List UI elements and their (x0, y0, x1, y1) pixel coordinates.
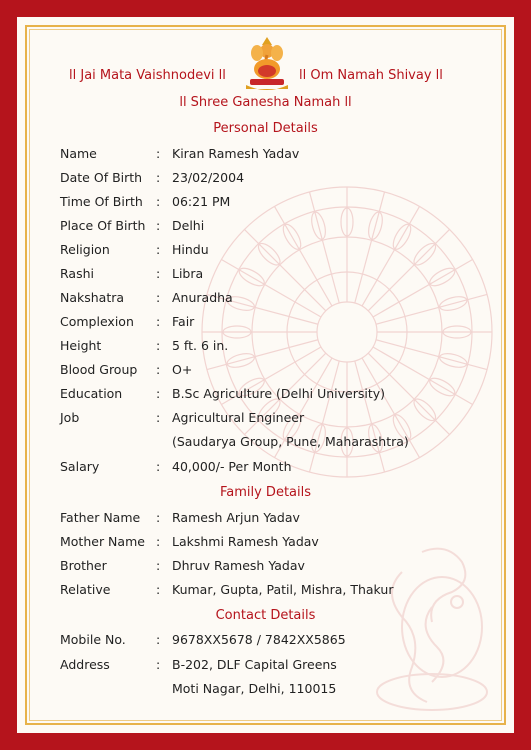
field-label: Mobile No. (60, 632, 126, 647)
field-value: 06:21 PM (172, 194, 231, 209)
colon: : (156, 338, 161, 353)
colon: : (156, 194, 161, 209)
field-value: (Saudarya Group, Pune, Maharashtra) (172, 434, 409, 449)
colon: : (156, 170, 161, 185)
field-label: Brother (60, 558, 107, 573)
field-label: Father Name (60, 510, 141, 525)
colon: : (156, 218, 161, 233)
field-label: Religion (60, 242, 110, 257)
field-value: Dhruv Ramesh Yadav (172, 558, 305, 573)
field-label: Time Of Birth (60, 194, 143, 209)
field-value: Kiran Ramesh Yadav (172, 146, 300, 161)
field-value: Kumar, Gupta, Patil, Mishra, Thakur (172, 582, 394, 597)
field-value: Libra (172, 266, 204, 281)
header-left-text: ll Jai Mata Vaishnodevi ll (69, 68, 226, 83)
field-value: Fair (172, 314, 195, 329)
colon: : (156, 314, 161, 329)
biodata-page (17, 17, 514, 733)
field-label: Blood Group (60, 362, 138, 377)
field-label: Mother Name (60, 534, 145, 549)
field-value: 40,000/- Per Month (172, 459, 292, 474)
field-label: Complexion (60, 314, 134, 329)
field-value: B-202, DLF Capital Greens (172, 657, 337, 672)
colon: : (156, 242, 161, 257)
personal-details-title: Personal Details (213, 121, 318, 136)
field-value: 5 ft. 6 in. (172, 338, 229, 353)
colon: : (156, 410, 161, 425)
field-value: 9678XX5678 / 7842XX5865 (172, 632, 346, 647)
field-label: Rashi (60, 266, 94, 281)
colon: : (156, 386, 161, 401)
field-value: O+ (172, 362, 193, 377)
field-label: Address (60, 657, 110, 672)
field-label: Nakshatra (60, 290, 125, 305)
field-label: Relative (60, 582, 111, 597)
field-label: Place Of Birth (60, 218, 146, 233)
field-value: Hindu (172, 242, 209, 257)
family-details-title: Family Details (219, 485, 312, 500)
field-value: Ramesh Arjun Yadav (172, 510, 300, 525)
field-label: Salary (60, 459, 100, 474)
field-value: 23/02/2004 (172, 170, 245, 185)
field-value: Lakshmi Ramesh Yadav (172, 534, 319, 549)
colon: : (156, 459, 161, 474)
field-label: Job (60, 410, 80, 425)
field-label: Name (60, 146, 97, 161)
colon: : (156, 146, 161, 161)
ganesha-om-watermark (362, 532, 502, 722)
field-label: Height (60, 338, 102, 353)
colon: : (156, 582, 161, 597)
mandala-ray (244, 229, 325, 310)
header-right-text: ll Om Namah Shivay ll (299, 68, 443, 83)
colon: : (156, 632, 161, 647)
field-value: Delhi (172, 218, 205, 233)
mandala-ray (368, 229, 449, 310)
field-value: B.Sc Agriculture (Delhi University) (172, 386, 386, 401)
colon: : (156, 290, 161, 305)
field-label: Date Of Birth (60, 170, 143, 185)
colon: : (156, 362, 161, 377)
header-center-text: ll Shree Ganesha Namah ll (179, 95, 352, 110)
colon: : (156, 558, 161, 573)
colon: : (156, 510, 161, 525)
colon: : (156, 657, 161, 672)
field-value: Moti Nagar, Delhi, 110015 (172, 681, 337, 696)
field-value: Anuradha (172, 290, 233, 305)
field-value: Agricultural Engineer (172, 410, 305, 425)
ganesha-icon (242, 35, 292, 93)
colon: : (156, 534, 161, 549)
contact-details-title: Contact Details (215, 608, 316, 623)
colon: : (156, 266, 161, 281)
field-label: Education (60, 386, 123, 401)
